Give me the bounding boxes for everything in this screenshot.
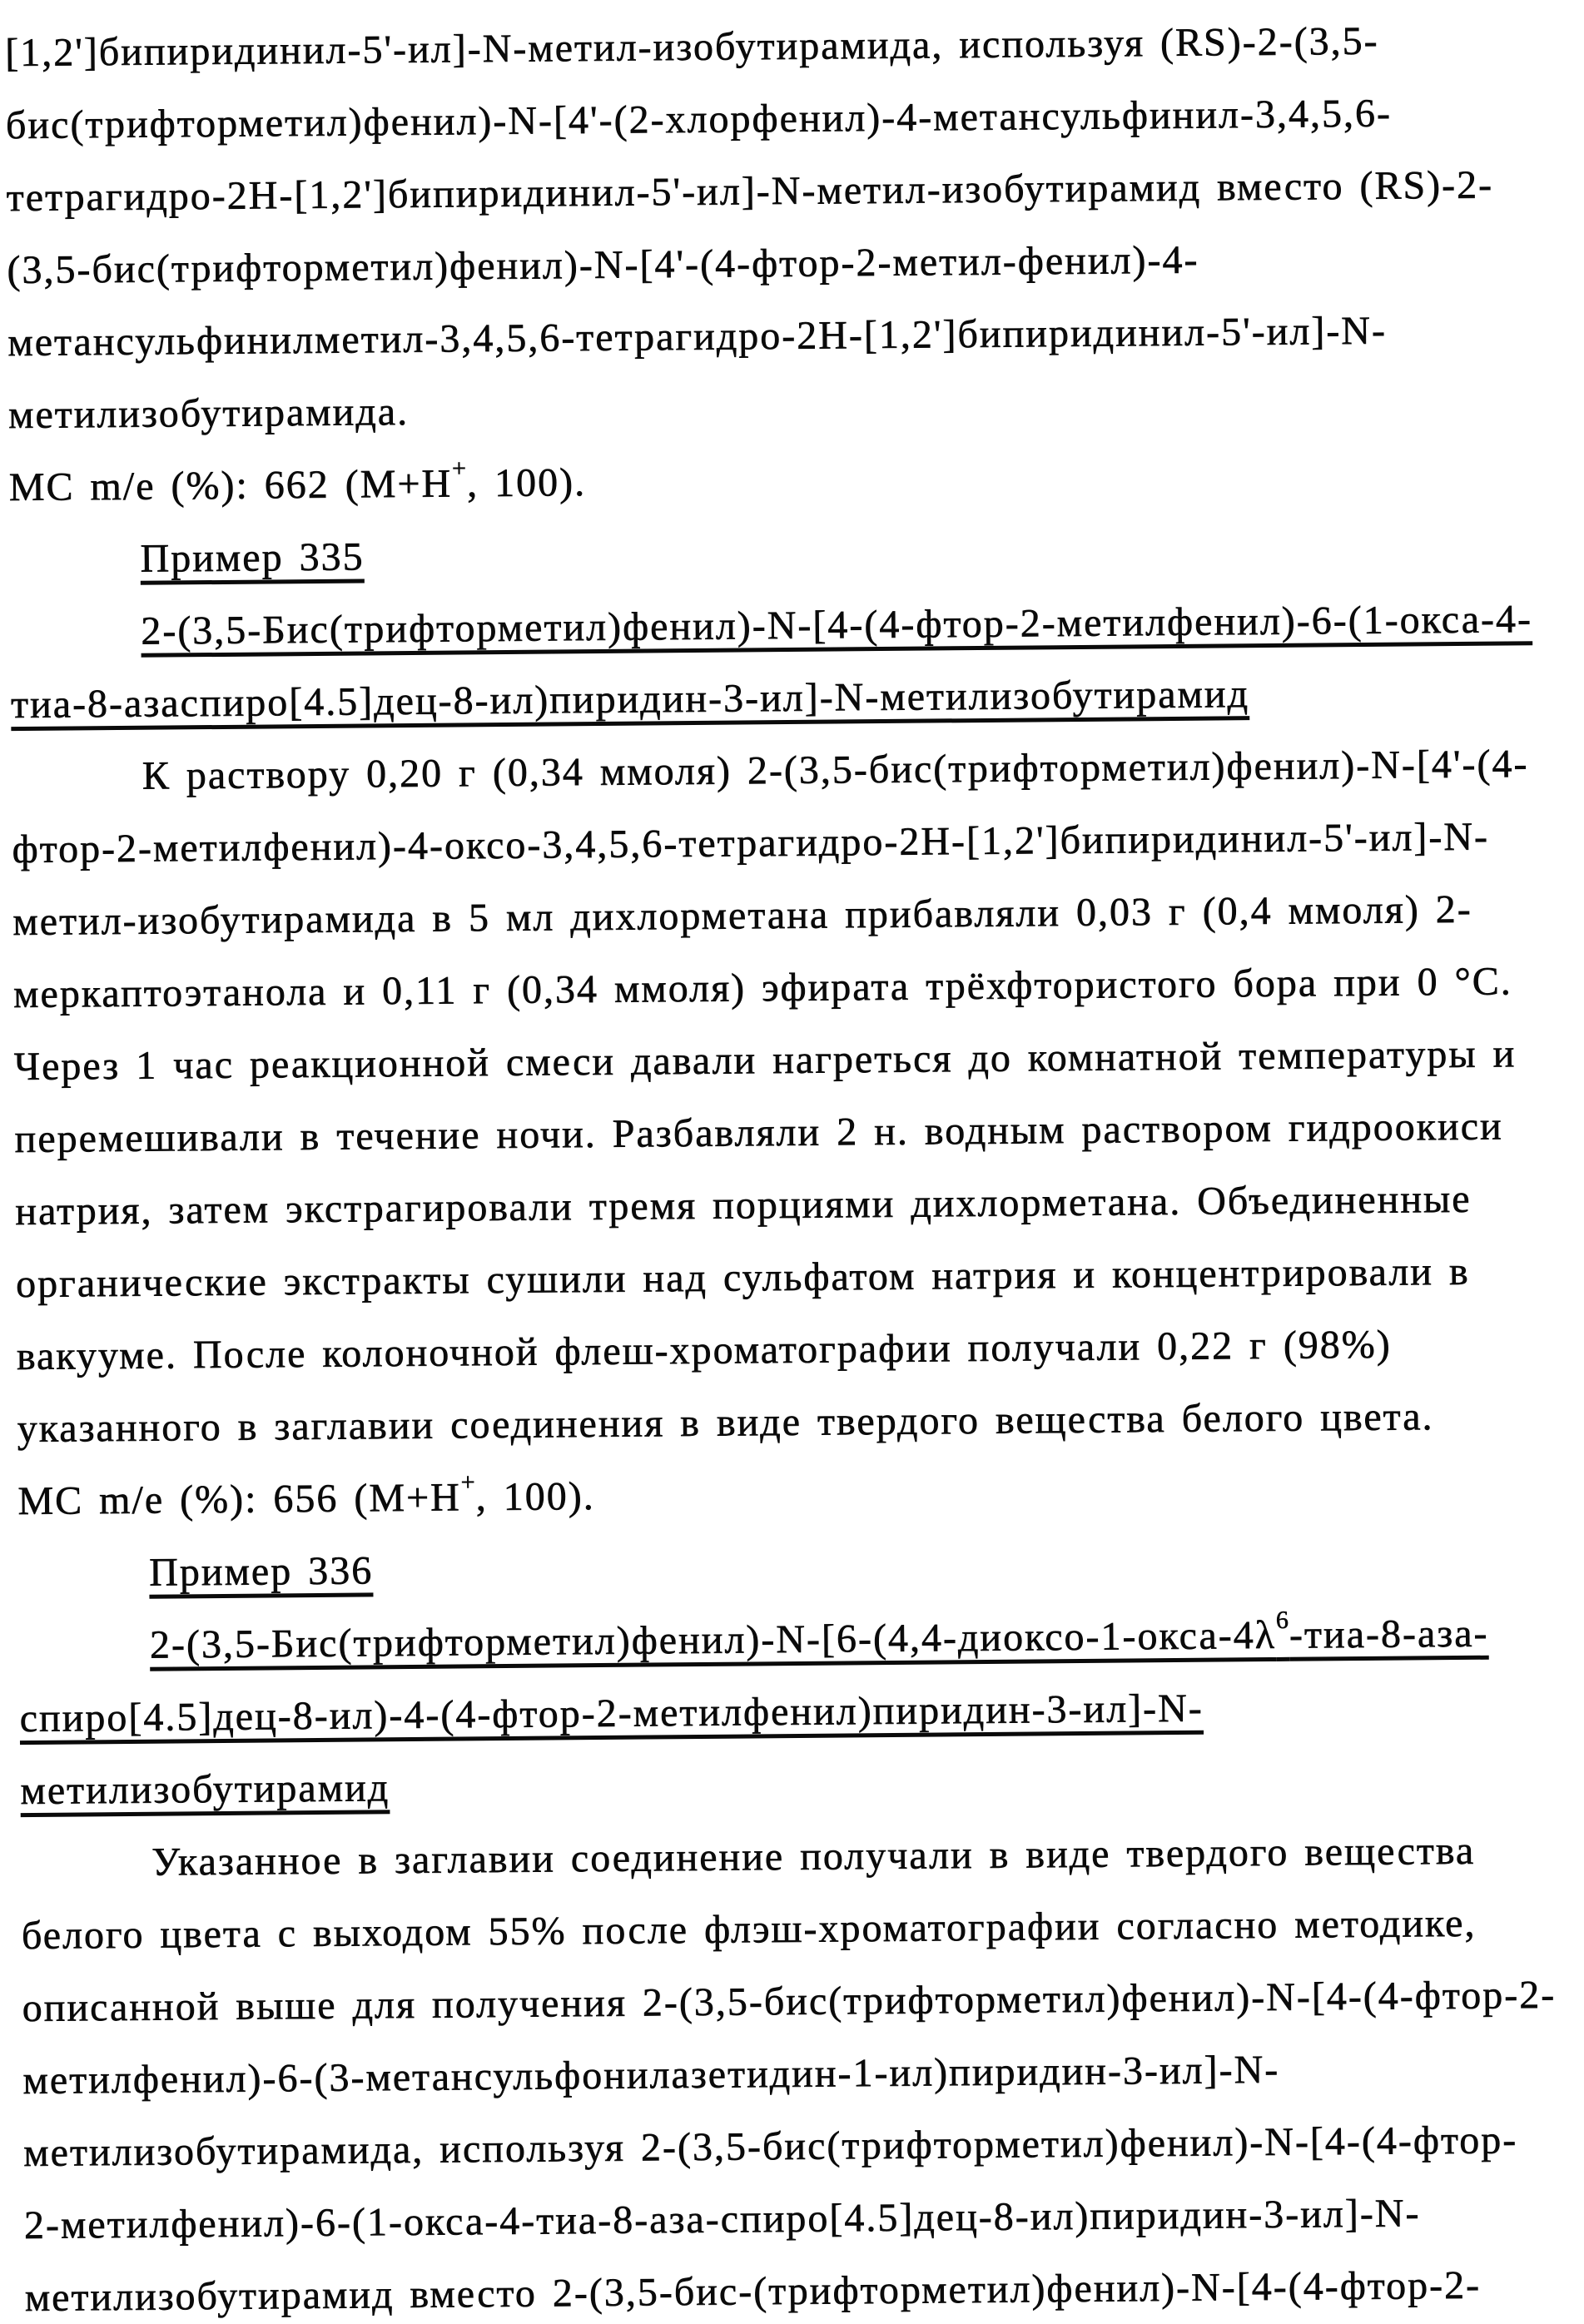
text-line (19, 1597, 1575, 1682)
text-line (14, 1017, 1570, 1103)
text-run: меркаптоэтанола и 0,11 г (0,34 ммоля) эфирата трёхфтористого бора при 0 °C. (12, 959, 1513, 1017)
text-run: натрия, затем экстрагировали тремя порциями дихлорметана. Объединенные (15, 1176, 1472, 1234)
text-run: метил-изобутирамида в 5 мл дихлорметана прибавляли 0,03 г (0,4 ммоля) 2- (12, 886, 1473, 945)
text-line (24, 2176, 1580, 2262)
text-run: [1,2']бипиридинил-5'-ил]-N-метил-изобутирамида, используя (RS)-2-(3,5- (5, 18, 1379, 76)
text-run: перемешивали в течение ночи. Разбавляли 2 н. водным раствором гидроокиси (14, 1104, 1503, 1162)
text-run: метилфенил)-6-(3-метансульфонилазетидин-1-ил)пиридин-3-ил]-N- (22, 2047, 1280, 2103)
text-run: фтор-2-метилфенил)-4-оксо-3,4,5,6-тетрагидро-2H-[1,2']бипиридинил-5'-ил]-N- (12, 814, 1490, 872)
text-line (9, 510, 1565, 596)
text-line (11, 727, 1567, 813)
text-run: МС m/e (%): 662 (M+H+, 100). (8, 454, 587, 510)
text-run: указанного в заглавии соединения в виде твердого вещества белого цвета. (17, 1394, 1434, 1452)
page-text-block (5, 3, 1580, 2324)
text-line (20, 1741, 1576, 1827)
text-run: белого цвета с выходом 55% после флэш-хроматографии согласно методике, (21, 1900, 1477, 1959)
text-run: 2-метилфенил)-6-(1-окса-4-тиа-8-аза-спиро[4.5]дец-8-ил)пиридин-3-ил]-N- (23, 2191, 1421, 2248)
text-run: метансульфинилметил-3,4,5,6-тетрагидро-2H-[1,2']бипиридинил-5'-ил]-N- (7, 308, 1388, 365)
text-line (6, 76, 1562, 161)
text-run: метилизобутирамида. (7, 389, 410, 438)
text-run: вакууме. После колоночной флеш-хроматографии получали 0,22 г (98%) (16, 1322, 1392, 1379)
text-run: Указанное в заглавии соединение получали в виде твердого вещества (151, 1828, 1476, 1885)
text-line (8, 365, 1564, 451)
underlined-text: спиро[4.5]дец-8-ил)-4-(4-фтор-2-метилфенил)пиридин-3-ил]-N- (19, 1686, 1204, 1741)
text-run: тетрагидро-2H-[1,2']бипиридинил-5'-ил]-N-метил-изобутирамид вместо (RS)-2- (6, 162, 1494, 221)
text-run: бис(трифторметил)фенил)-N-[4'-(2-хлорфенил)-4-метансульфинил-3,4,5,6- (5, 91, 1393, 148)
text-line (5, 3, 1561, 89)
superscript: 6 (1275, 1606, 1290, 1634)
text-line (22, 2031, 1578, 2117)
underlined-text: Пример 336 (148, 1548, 374, 1595)
text-run: описанной выше для получения 2-(3,5-бис(трифторметил)фенил)-N-[4-(4-фтор-2- (22, 1973, 1557, 2031)
text-line (11, 655, 1567, 741)
underlined-text: метилизобутирамид (20, 1765, 390, 1814)
text-line (7, 221, 1562, 306)
text-line (6, 148, 1562, 234)
superscript: + (451, 454, 468, 483)
text-run: метилизобутирамида, используя 2-(3,5-бис(трифторметил)фенил)-N-[4-(4-фтор- (23, 2118, 1518, 2176)
text-run: (3,5-бис(трифторметил)фенил)-N-[4'-(4-фтор-2-метил-фенил)-4- (7, 237, 1199, 293)
underlined-text: Пример 335 (140, 534, 365, 581)
text-line (21, 1814, 1577, 1899)
text-line (13, 945, 1569, 1030)
text-run: К раствору 0,20 г (0,34 ммоля) 2-(3,5-бис(трифторметил)фенил)-N-[4'-(4- (142, 742, 1529, 798)
text-line (7, 293, 1563, 379)
text-run: Через 1 час реакционной смеси давали нагреться до комнатной температуры и (13, 1031, 1517, 1090)
text-line (12, 872, 1568, 958)
text-run: органические экстракты сушили над сульфатом натрия и концентрировали в (15, 1249, 1470, 1307)
text-line (17, 1307, 1572, 1393)
text-line (8, 438, 1564, 524)
text-line (17, 1379, 1572, 1465)
text-line (14, 1090, 1570, 1175)
underlined-text: $2-(3,5-Бис(трифторметил)фенил)-N-[6-(4,4-диоксо-1-окса-4\lambda^6-тиа-8-аза-$ (149, 1606, 1489, 1667)
text-line (16, 1234, 1572, 1320)
text-line (22, 1959, 1577, 2044)
text-line (15, 1162, 1571, 1248)
text-line (22, 1886, 1577, 1972)
text-line (24, 2248, 1580, 2324)
underlined-text: тиа-8-азаспиро[4.5]дец-8-ил)пиридин-3-ил]-N-метилизобутирамид (10, 672, 1250, 727)
text-line (19, 1669, 1575, 1755)
text-line (12, 800, 1567, 886)
text-run: метилизобутирамид вместо 2-(3,5-бис-(трифторметил)фенил)-N-[4-(4-фтор-2- (24, 2262, 1482, 2321)
text-line (18, 1524, 1574, 1610)
text-run: МС m/e (%): 656 (M+H+, 100). (17, 1468, 595, 1524)
underlined-text: 2-(3,5-Бис(трифторметил)фенил)-N-[4-(4-фтор-2-метилфенил)-6-(1-окса-4- (141, 597, 1533, 653)
text-line (10, 583, 1566, 668)
text-line (23, 2103, 1579, 2189)
superscript: + (460, 1468, 476, 1497)
text-line (17, 1452, 1573, 1537)
